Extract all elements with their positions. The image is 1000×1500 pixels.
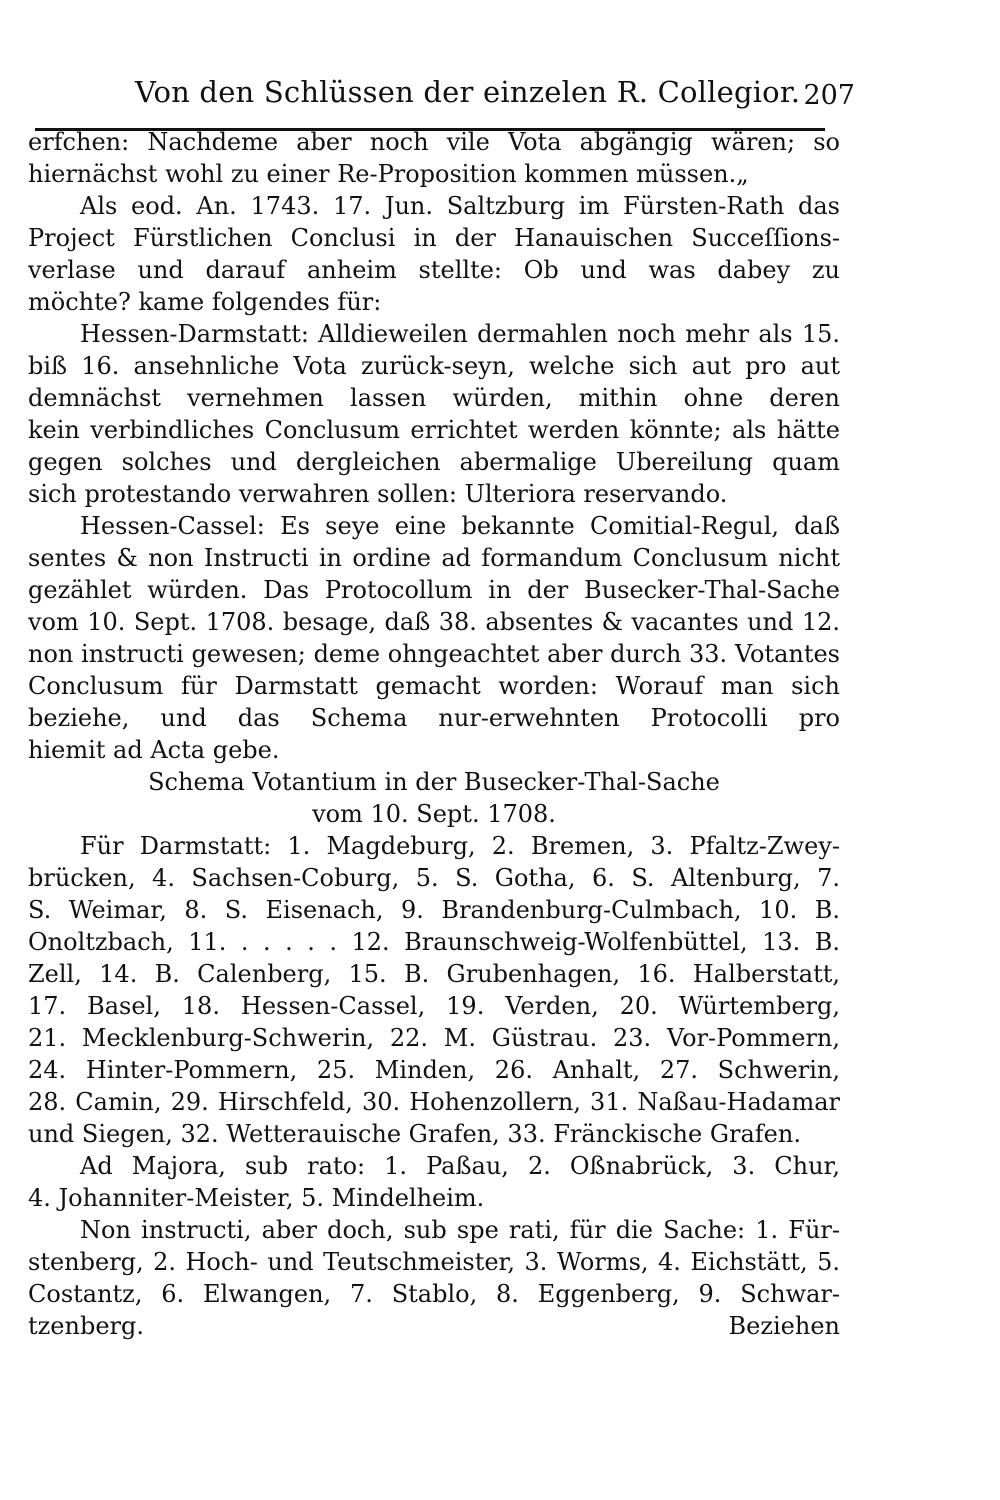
- paragraph-start: Hessen-Darmstatt: Alldieweilen dermahlen noch mehr als 15.: [80, 320, 840, 348]
- paragraph-start: Als eod. An. 1743. 17. Jun. Saltzburg im Fürsten-Rath das: [80, 192, 840, 220]
- text-line: Zell, 14. B. Calenberg, 15. B. Grubenhagen, 16. Halberstatt,: [28, 960, 840, 988]
- text-line: Conclusum für Darmstatt gemacht worden: Worauf man sich: [28, 672, 840, 700]
- text-line: brücken, 4. Sachsen-Coburg, 5. S. Gotha, 6. S. Altenburg, 7.: [28, 864, 840, 892]
- text-line: gegen solches und dergleichen abermalige Ubereilung quam: [28, 448, 840, 476]
- text-line: hiernächst wohl zu einer Re-Proposition kommen müssen.„: [28, 160, 749, 188]
- text-line: sentes & non Instructi in ordine ad formandum Conclusum nicht: [28, 544, 840, 572]
- page-number: 207: [803, 80, 855, 111]
- text-line: vom 10. Sept. 1708. besage, daß 38. absentes & vacantes und 12.: [28, 608, 840, 636]
- text-line: erfchen: Nachdeme aber noch vile Vota abgängig wären; so: [28, 128, 840, 156]
- text-line: 28. Camin, 29. Hirschfeld, 30. Hohenzollern, 31. Naßau-Hadamar: [28, 1088, 840, 1116]
- paragraph-start: Non instructi, aber doch, sub spe rati, für die Sache: 1. Für-: [80, 1216, 840, 1244]
- text-line: demnächst vernehmen lassen würden, mithin ohne deren: [28, 384, 840, 412]
- running-head: Von den Schlüssen der einzelen R. Collegior.: [135, 75, 801, 109]
- text-line: verlase und darauf anheim stellte: Ob und was dabey zu: [28, 256, 840, 284]
- text-line: gezählet würden. Das Protocollum in der Busecker-Thal-Sache: [28, 576, 840, 604]
- schema-heading: Schema Votantium in der Busecker-Thal-Sache: [148, 768, 720, 796]
- text-line: Project Fürstlichen Conclusi in der Hanauischen Succeſſions-: [28, 224, 840, 252]
- paragraph-start: Für Darmstatt: 1. Magdeburg, 2. Bremen, 3. Pfaltz-Zwey-: [80, 832, 840, 860]
- page-body: [28, 126, 840, 1342]
- schema-date: vom 10. Sept. 1708.: [312, 800, 556, 828]
- final-line: [28, 1310, 840, 1342]
- text-line: und Siegen, 32. Wetterauische Grafen, 33. Fränckische Grafen.: [28, 1120, 801, 1148]
- text-line: non instructi gewesen; deme ohngeachtet aber durch 33. Votantes: [28, 640, 840, 668]
- text-line: Costantz, 6. Elwangen, 7. Stablo, 8. Eggenberg, 9. Schwar-: [28, 1280, 840, 1308]
- text-line: hiemit ad Acta gebe.: [28, 736, 280, 764]
- text-line: sich protestando verwahren sollen: Ulteriora reservando.: [28, 480, 728, 508]
- text-line: biß 16. ansehnliche Vota zurück-seyn, welche sich aut pro aut: [28, 352, 840, 380]
- text-line: 4. Johanniter-Meister, 5. Mindelheim.: [28, 1184, 485, 1212]
- paragraph-start: Ad Majora, sub rato: 1. Paßau, 2. Oßnabrück, 3. Chur,: [80, 1152, 840, 1180]
- text-line: kein verbindliches Conclusum errichtet werden könnte; als hätte: [28, 416, 840, 444]
- paragraph-start: Hessen-Cassel: Es seye eine bekannte Comitial-Regul, daß: [80, 512, 840, 540]
- text-line: möchte? kame folgendes für:: [28, 288, 382, 316]
- page-header: [135, 70, 855, 120]
- text-line: Onoltzbach, 11. . . . . . 12. Braunschweig-Wolfenbüttel, 13. B.: [28, 928, 840, 956]
- text-line: stenberg, 2. Hoch- und Teutschmeister, 3. Worms, 4. Eichstätt, 5.: [28, 1248, 840, 1276]
- text-line: 17. Basel, 18. Hessen-Cassel, 19. Verden, 20. Würtemberg,: [28, 992, 840, 1020]
- text-line: 24. Hinter-Pommern, 25. Minden, 26. Anhalt, 27. Schwerin,: [28, 1056, 840, 1084]
- catchword: Beziehen: [728, 1312, 840, 1340]
- text-line: beziehe, und das Schema nur-erwehnten Protocolli pro: [28, 704, 840, 732]
- text-line: 21. Mecklenburg-Schwerin, 22. M. Güstrau. 23. Vor-Pommern,: [28, 1024, 840, 1052]
- text-line: tzenberg.: [28, 1312, 144, 1340]
- text-line: S. Weimar, 8. S. Eisenach, 9. Brandenburg-Culmbach, 10. B.: [28, 896, 840, 924]
